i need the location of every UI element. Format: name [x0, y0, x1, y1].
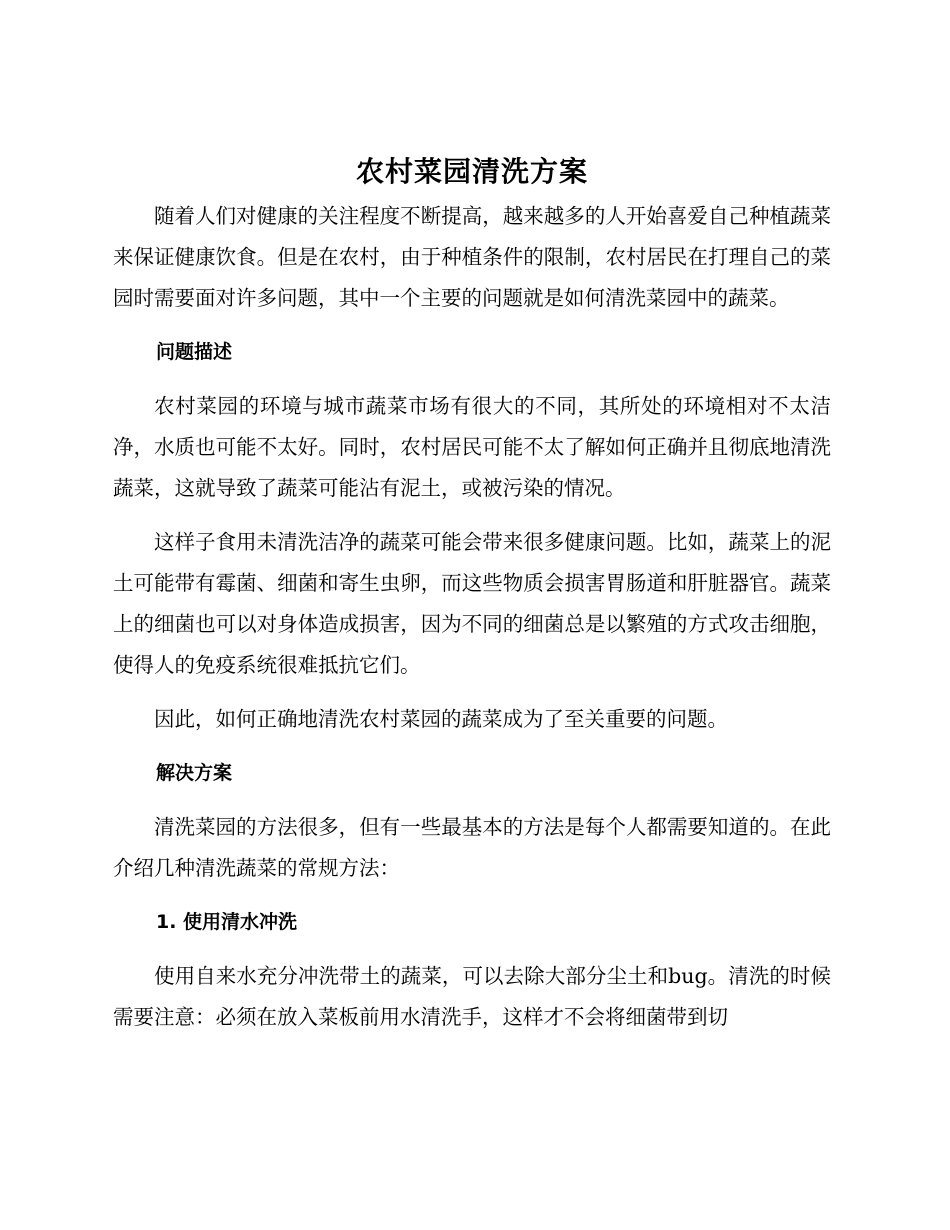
problem-paragraph-1: 农村菜园的环境与城市蔬菜市场有很大的不同，其所处的环境相对不太洁净，水质也可能不太好。同时，农村居民可能不太了解如何正确并且彻底地清洗蔬菜，这就导致了蔬菜可能沾有泥土，或被污染的情况。	[113, 394, 831, 500]
section-heading-problem: 问题描述	[156, 341, 233, 363]
intro-paragraph: 随着人们对健康的关注程度不断提高，越来越多的人开始喜爱自己种植蔬菜来保证健康饮食。但是在农村，由于种植条件的限制，农村居民在打理自己的菜园时需要面对许多问题，其中一个主要的问题就是如何清洗菜园中的蔬菜。	[113, 204, 831, 310]
problem-paragraph-3: 因此，如何正确地清洗农村菜园的蔬菜成为了至关重要的问题。	[154, 707, 728, 731]
section-heading-solution: 解决方案	[156, 762, 233, 784]
solution-paragraph-1: 清洗菜园的方法很多，但有一些最基本的方法是每个人都需要知道的。在此介绍几种清洗蔬菜的常规方法：	[113, 815, 831, 880]
rinse-paragraph-1: 使用自来水充分冲洗带土的蔬菜，可以去除大部分尘土和bug。清洗的时候需要注意：必须在放入菜板前用水清洗手，这样才不会将细菌带到切	[113, 964, 831, 1029]
problem-paragraph-2: 这样子食用未清洗洁净的蔬菜可能会带来很多健康问题。比如，蔬菜上的泥土可能带有霉菌、细菌和寄生虫卵，而这些物质会损害胃肠道和肝脏器官。蔬菜上的细菌也可以对身体造成损害，因为不同的细菌总是以繁殖的方式攻击细胞，使得人的免疫系统很难抵抗它们。	[113, 530, 831, 677]
document-page	[113, 150, 831, 1051]
subsection-heading-rinse: 1. 使用清水冲洗	[156, 911, 298, 933]
document-title: 农村菜园清洗方案	[355, 155, 588, 188]
